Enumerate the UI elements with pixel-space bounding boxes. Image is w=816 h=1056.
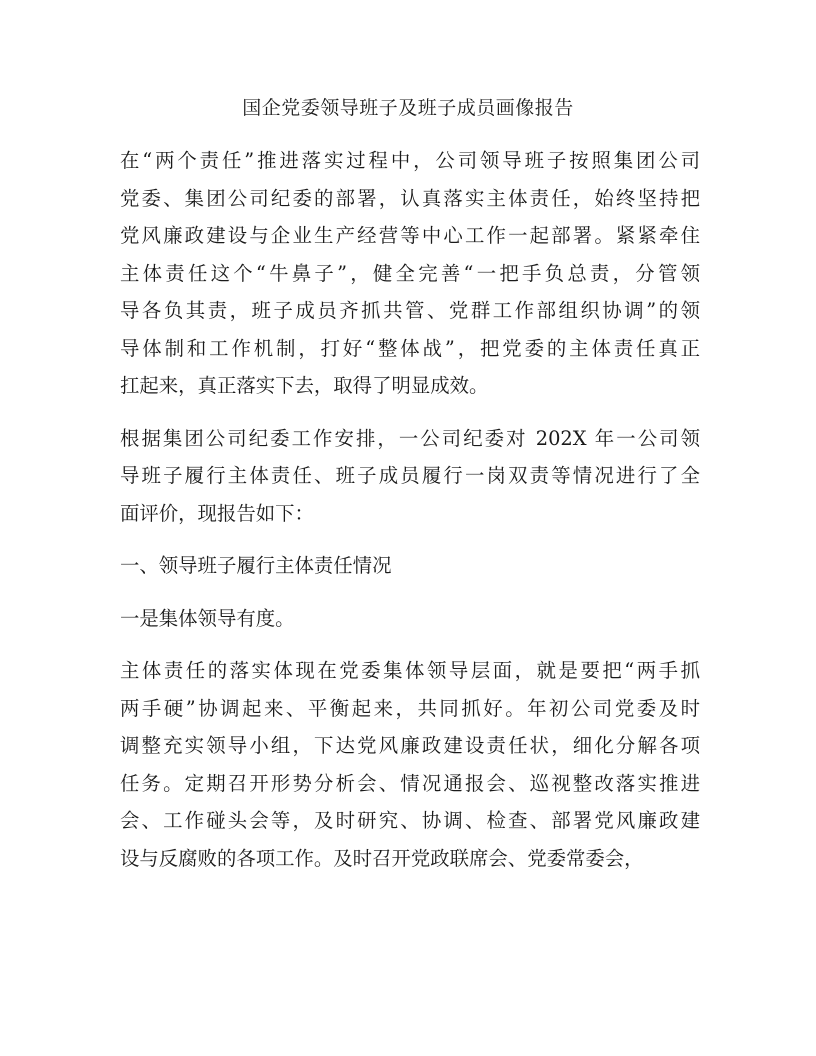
paragraph bbox=[120, 652, 700, 877]
text-line: 扛起来，真正落实下去，取得了明显成效。 bbox=[120, 374, 489, 397]
text-line: 党风廉政建设与企业生产经营等中心工作一起部署。紧紧牵住 bbox=[120, 224, 700, 247]
paragraph bbox=[120, 420, 700, 533]
text-line: 设与反腐败的各项工作。及时召开党政联席会、党委常委会， bbox=[120, 846, 644, 870]
text-line: 导各负其责，班子成员齐抓共管、党群工作部组织协调”的领 bbox=[120, 299, 700, 322]
paragraph-spacer bbox=[120, 405, 700, 420]
text-line: 在“两个责任”推进落实过程中，公司领导班子按照集团公司 bbox=[120, 149, 700, 172]
text-line: 导班子履行主体责任、班子成员履行一岗双责等情况进行了全 bbox=[120, 464, 700, 487]
text-line: 党委、集团公司纪委的部署，认真落实主体责任，始终坚持把 bbox=[120, 186, 700, 210]
document-body bbox=[120, 142, 700, 877]
text-line: 任务。定期召开形势分析会、情况通报会、巡视整改落实推进 bbox=[120, 771, 700, 795]
paragraph bbox=[120, 142, 700, 405]
paragraph-spacer bbox=[120, 637, 700, 652]
text-line: 主体责任的落实体现在党委集体领导层面，就是要把“两手抓 bbox=[120, 659, 700, 682]
paragraph bbox=[120, 600, 700, 638]
text-line: 会、工作碰头会等，及时研究、协调、检查、部署党风廉政建 bbox=[120, 809, 700, 832]
paragraph-spacer bbox=[120, 585, 700, 600]
text-line: 根据集团公司纪委工作安排，一公司纪委对 202X 年一公司领 bbox=[120, 426, 700, 450]
text-line: 一、领导班子履行主体责任情况 bbox=[120, 554, 392, 577]
text-line: 调整充实领导小组，下达党风廉政建设责任状，细化分解各项 bbox=[120, 734, 700, 757]
text-line: 主体责任这个“牛鼻子”，健全完善“一把手负总责，分管领 bbox=[120, 261, 700, 285]
paragraph-spacer bbox=[120, 532, 700, 547]
text-line: 导体制和工作机制，打好“整体战”，把党委的主体责任真正 bbox=[120, 336, 700, 360]
document-title: 国企党委领导班子及班子成员画像报告 bbox=[242, 97, 574, 119]
paragraph bbox=[120, 547, 700, 585]
text-line: 两手硬”协调起来、平衡起来，共同抓好。年初公司党委及时 bbox=[120, 696, 700, 720]
text-line: 一是集体领导有度。 bbox=[120, 606, 295, 630]
text-line: 面评价，现报告如下： bbox=[120, 501, 314, 525]
